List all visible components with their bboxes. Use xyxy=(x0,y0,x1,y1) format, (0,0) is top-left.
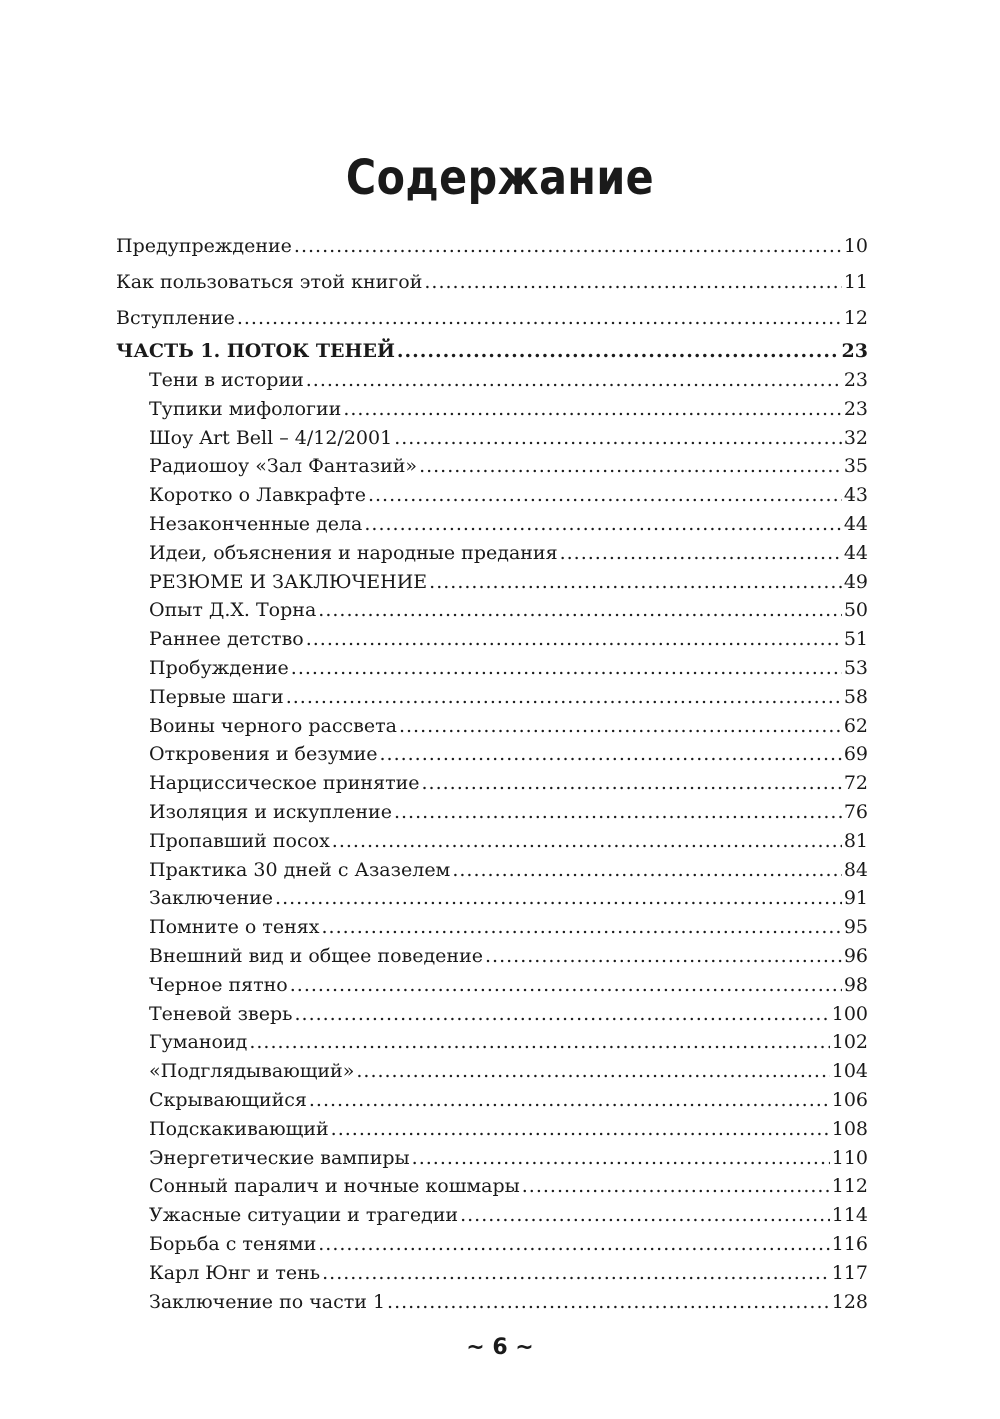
toc-entry xyxy=(116,424,868,453)
toc-entry xyxy=(116,1201,868,1230)
dot-leader xyxy=(452,856,841,885)
toc-entry xyxy=(116,740,868,769)
toc-entry-page: 43 xyxy=(843,484,868,507)
dot-leader xyxy=(368,481,842,510)
dot-leader xyxy=(322,913,842,942)
toc-entry-label: Подскакивающий xyxy=(149,1117,329,1140)
toc-entry-label: «Подглядывающий» xyxy=(149,1060,355,1083)
toc-entry-label: Энергетические вампиры xyxy=(149,1146,410,1169)
toc-entry xyxy=(116,395,868,424)
toc-entry-label: Шоу Art Bell – 4/12/2001 xyxy=(149,426,393,449)
toc-entry-label: Предупреждение xyxy=(116,235,292,257)
toc-entry-page: 50 xyxy=(843,599,868,622)
toc-entry-page: 10 xyxy=(843,235,868,257)
toc-entry xyxy=(116,539,868,568)
toc-entry-page: 44 xyxy=(843,541,868,564)
toc-entry-page: 95 xyxy=(843,916,868,939)
toc-entry-page: 62 xyxy=(843,714,868,737)
toc-entry-label: Карл Юнг и тень xyxy=(149,1261,321,1284)
toc-entry-label: Пропавший посох xyxy=(149,829,330,852)
toc-entry-page: 69 xyxy=(843,743,868,766)
toc-entry-label: Раннее детство xyxy=(149,628,304,651)
toc-entry-page: 104 xyxy=(831,1060,868,1083)
page-title: Содержание xyxy=(345,150,655,207)
toc-entry-page: 102 xyxy=(831,1031,868,1054)
toc-entry xyxy=(116,913,868,942)
toc-entry xyxy=(116,264,868,300)
dot-leader xyxy=(560,539,842,568)
toc-entry-page: 12 xyxy=(843,307,868,329)
toc-entry-label: Помните о тенях xyxy=(149,916,320,939)
toc-entry-label: Вступление xyxy=(116,307,235,329)
toc-entry-page: 128 xyxy=(831,1290,868,1313)
toc-entry xyxy=(116,596,868,625)
toc-entry xyxy=(116,1057,868,1086)
dot-leader xyxy=(332,827,842,856)
dot-leader xyxy=(356,1057,829,1086)
dot-leader xyxy=(237,300,842,336)
toc-entry-label: Незаконченные дела xyxy=(149,512,363,535)
toc-part-heading xyxy=(116,336,868,366)
toc-entry-page: 106 xyxy=(831,1088,868,1111)
dot-leader xyxy=(290,971,842,1000)
dot-leader xyxy=(397,336,840,366)
toc-entry xyxy=(116,300,868,336)
toc-entry xyxy=(116,942,868,971)
toc-entry-page: 91 xyxy=(843,887,868,910)
dot-leader xyxy=(419,452,842,481)
dot-leader xyxy=(294,1000,829,1029)
toc-entry-label: Нарциссическое принятие xyxy=(149,772,420,795)
toc-entry-label: Откровения и безумие xyxy=(149,743,378,766)
toc-entry-page: 100 xyxy=(831,1002,868,1025)
toc-entry-page: 110 xyxy=(831,1146,868,1169)
toc-entry-page: 53 xyxy=(843,656,868,679)
dot-leader xyxy=(318,1230,829,1259)
toc-entry-page: 116 xyxy=(831,1232,868,1255)
toc-entry-label: Теневой зверь xyxy=(149,1002,293,1025)
dot-leader xyxy=(306,366,842,395)
toc-entry-page: 96 xyxy=(843,944,868,967)
toc-entry xyxy=(116,884,868,913)
toc-entry-label: Заключение xyxy=(149,887,274,910)
toc-entry-page: 117 xyxy=(831,1261,868,1284)
toc-entry-label: Пробуждение xyxy=(149,656,289,679)
dot-leader xyxy=(429,568,842,597)
toc-entry-page: 32 xyxy=(843,426,868,449)
toc-entry-label: Гуманоид xyxy=(149,1031,248,1054)
dot-leader xyxy=(379,740,841,769)
toc-entry-label: Борьба с тенями xyxy=(149,1232,317,1255)
dot-leader xyxy=(422,769,842,798)
toc-entry-label: ЧАСТЬ 1. ПОТОК ТЕНЕЙ xyxy=(116,340,395,362)
dot-leader xyxy=(318,596,842,625)
toc-entry-label: Воины черного рассвета xyxy=(149,714,397,737)
page-number: ~ 6 ~ xyxy=(466,1335,534,1360)
dot-leader xyxy=(394,798,842,827)
toc-entry-page: 84 xyxy=(843,858,868,881)
toc-entry xyxy=(116,625,868,654)
dot-leader xyxy=(412,1144,830,1173)
toc-entry-page: 49 xyxy=(843,570,868,593)
dot-leader xyxy=(322,1259,830,1288)
toc-entry-page: 108 xyxy=(831,1117,868,1140)
toc-entry xyxy=(116,1230,868,1259)
toc-entry xyxy=(116,1028,868,1057)
toc-entry-page: 11 xyxy=(843,271,868,293)
toc-entry xyxy=(116,712,868,741)
toc-entry-label: Изоляция и искупление xyxy=(149,800,392,823)
dot-leader xyxy=(485,942,842,971)
toc-entry-page: 23 xyxy=(843,369,868,391)
table-of-contents xyxy=(116,228,868,1316)
toc-entry-label: Первые шаги xyxy=(149,685,284,708)
toc-entry xyxy=(116,769,868,798)
dot-leader xyxy=(294,228,842,264)
dot-leader xyxy=(460,1201,830,1230)
toc-entry xyxy=(116,971,868,1000)
toc-entry xyxy=(116,856,868,885)
dot-leader xyxy=(364,510,841,539)
toc-entry xyxy=(116,654,868,683)
toc-entry xyxy=(116,683,868,712)
toc-entry-label: Как пользоваться этой книгой xyxy=(116,271,423,293)
toc-entry-page: 44 xyxy=(843,512,868,535)
toc-entry xyxy=(116,1172,868,1201)
dot-leader xyxy=(394,424,842,453)
toc-entry xyxy=(116,510,868,539)
toc-entry xyxy=(116,1000,868,1029)
toc-entry xyxy=(116,452,868,481)
toc-entry-label: Тупики мифологии xyxy=(149,397,342,420)
toc-entry xyxy=(116,1144,868,1173)
toc-entry-label: Ужасные ситуации и трагедии xyxy=(149,1204,459,1227)
toc-entry-label: Черное пятно xyxy=(149,973,288,996)
dot-leader xyxy=(309,1086,830,1115)
dot-leader xyxy=(522,1172,830,1201)
toc-entry-label: Скрывающийся xyxy=(149,1088,307,1111)
toc-entry-page: 114 xyxy=(831,1204,868,1227)
dot-leader xyxy=(291,654,842,683)
toc-entry-page: 58 xyxy=(843,685,868,708)
toc-entry-page: 35 xyxy=(843,455,868,478)
toc-entry-label: Заключение по части 1 xyxy=(149,1290,386,1313)
toc-entry-label: Коротко о Лавкрафте xyxy=(149,484,366,507)
toc-entry-page: 76 xyxy=(843,800,868,823)
toc-entry xyxy=(116,481,868,510)
dot-leader xyxy=(331,1115,830,1144)
toc-entry-label: Практика 30 дней с Азазелем xyxy=(149,858,451,881)
toc-entry xyxy=(116,568,868,597)
dot-leader xyxy=(275,884,842,913)
toc-entry-page: 112 xyxy=(831,1175,868,1198)
toc-entry-label: РЕЗЮМЕ И ЗАКЛЮЧЕНИЕ xyxy=(149,570,428,593)
toc-entry-page: 51 xyxy=(843,628,868,651)
toc-entry-page: 72 xyxy=(843,772,868,795)
dot-leader xyxy=(399,712,842,741)
toc-entry xyxy=(116,827,868,856)
dot-leader xyxy=(306,625,842,654)
toc-entry-page: 23 xyxy=(843,397,868,420)
toc-entry-label: Опыт Д.Х. Торна xyxy=(149,599,317,622)
toc-entry-label: Радиошоу «Зал Фантазий» xyxy=(149,455,418,478)
toc-entry xyxy=(116,1259,868,1288)
toc-entry-label: Сонный паралич и ночные кошмары xyxy=(149,1175,520,1198)
toc-entry xyxy=(116,798,868,827)
dot-leader xyxy=(424,264,841,300)
toc-entry-page: 23 xyxy=(841,340,868,362)
toc-entry xyxy=(116,1288,868,1317)
dot-leader xyxy=(387,1288,830,1317)
dot-leader xyxy=(286,683,842,712)
toc-entry-label: Идеи, объяснения и народные предания xyxy=(149,541,558,564)
toc-entry xyxy=(116,228,868,264)
toc-entry-label: Тени в истории xyxy=(149,369,304,391)
toc-entry xyxy=(116,366,868,395)
toc-entry-page: 98 xyxy=(843,973,868,996)
toc-entry xyxy=(116,1115,868,1144)
toc-entry-label: Внешний вид и общее поведение xyxy=(149,944,483,967)
toc-entry xyxy=(116,1086,868,1115)
toc-entry-page: 81 xyxy=(843,829,868,852)
dot-leader xyxy=(249,1028,829,1057)
dot-leader xyxy=(343,395,842,424)
